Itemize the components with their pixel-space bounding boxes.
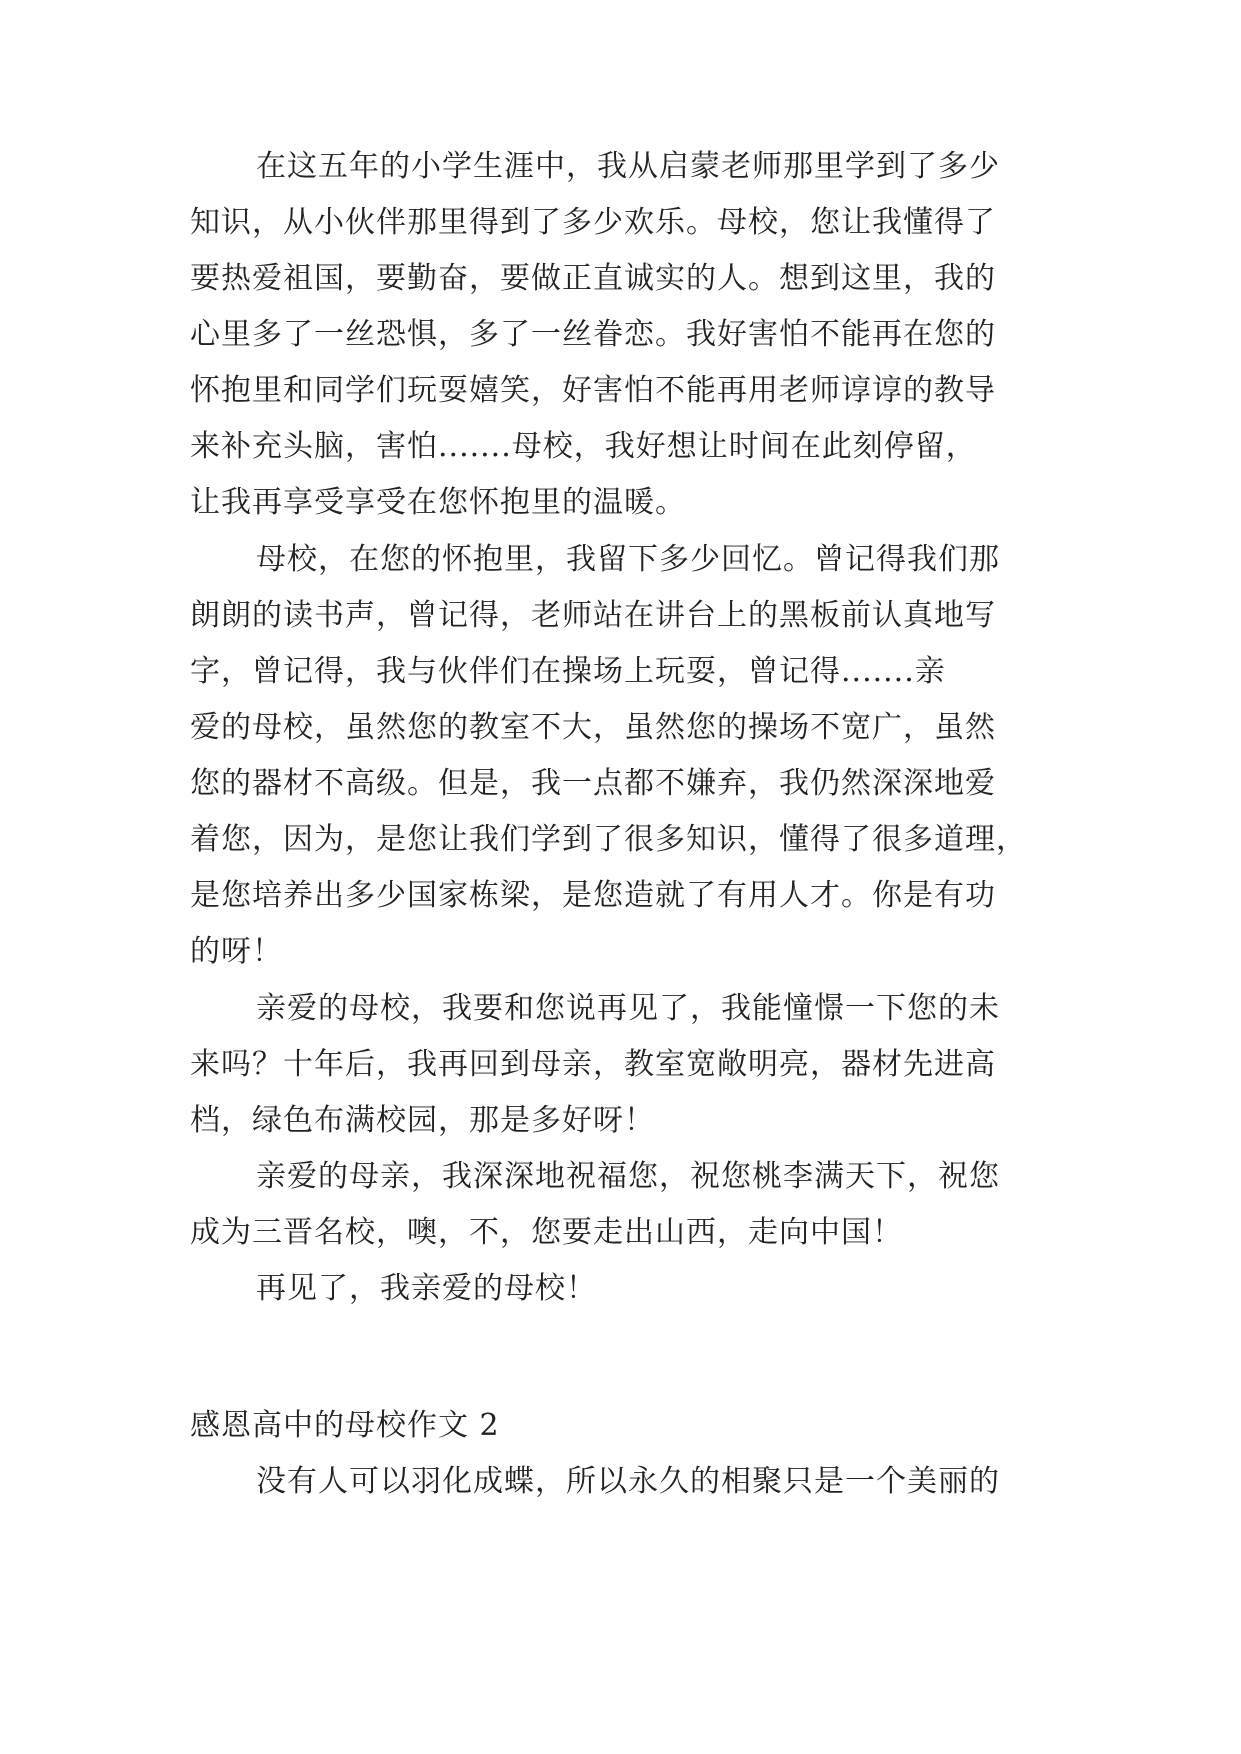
paragraph-5-line-1: 再见了，我亲爱的母校！	[256, 1271, 597, 1306]
paragraph-3-line-3: 档，绿色布满校园，那是多好呀！	[190, 1103, 655, 1138]
paragraph-2-line-3: 字，曾记得，我与伙伴们在操场上玩耍，曾记得.......亲	[190, 654, 946, 689]
paragraph-3-line-2: 来吗？十年后，我再回到母亲，教室宽敞明亮，器材先进高	[190, 1047, 996, 1082]
paragraph-1-line-6: 来补充头脑，害怕.......母校，我好想让时间在此刻停留，	[190, 429, 977, 464]
paragraph-4-line-2: 成为三晋名校，噢，不，您要走出山西，走向中国！	[190, 1215, 903, 1250]
paragraph-1-line-3: 要热爱祖国，要勤奋，要做正直诚实的人。想到这里，我的	[190, 261, 996, 296]
paragraph-1-line-2: 知识，从小伙伴那里得到了多少欢乐。母校，您让我懂得了	[190, 205, 996, 240]
section-heading: 感恩高中的母校作文 2	[190, 1408, 500, 1443]
paragraph-6-line-1: 没有人可以羽化成蝶，所以永久的相聚只是一个美丽的	[256, 1464, 1000, 1499]
paragraph-3-line-1: 亲爱的母校，我要和您说再见了，我能憧憬一下您的未	[256, 991, 1000, 1026]
paragraph-2-line-2: 朗朗的读书声，曾记得，老师站在讲台上的黑板前认真地写	[190, 598, 996, 633]
paragraph-1-line-1: 在这五年的小学生涯中，我从启蒙老师那里学到了多少	[256, 149, 1000, 184]
paragraph-2-line-1: 母校，在您的怀抱里，我留下多少回忆。曾记得我们那	[256, 542, 1000, 577]
paragraph-1-line-7: 让我再享受享受在您怀抱里的温暖。	[190, 485, 686, 520]
paragraph-4-line-1: 亲爱的母亲，我深深地祝福您，祝您桃李满天下，祝您	[256, 1159, 1000, 1194]
paragraph-2-line-5: 您的器材不高级。但是，我一点都不嫌弃，我仍然深深地爱	[190, 766, 996, 801]
paragraph-2-line-4: 爱的母校，虽然您的教室不大，虽然您的操场不宽广，虽然	[190, 710, 996, 745]
paragraph-2-line-7: 是您培养出多少国家栋梁，是您造就了有用人才。你是有功	[190, 878, 996, 913]
paragraph-2-line-6: 着您，因为，是您让我们学到了很多知识，懂得了很多道理，	[190, 822, 1027, 857]
paragraph-1-line-5: 怀抱里和同学们玩耍嬉笑，好害怕不能再用老师谆谆的教导	[190, 373, 996, 408]
paragraph-2-line-8: 的呀！	[190, 934, 283, 969]
paragraph-1-line-4: 心里多了一丝恐惧，多了一丝眷恋。我好害怕不能再在您的	[190, 317, 996, 352]
